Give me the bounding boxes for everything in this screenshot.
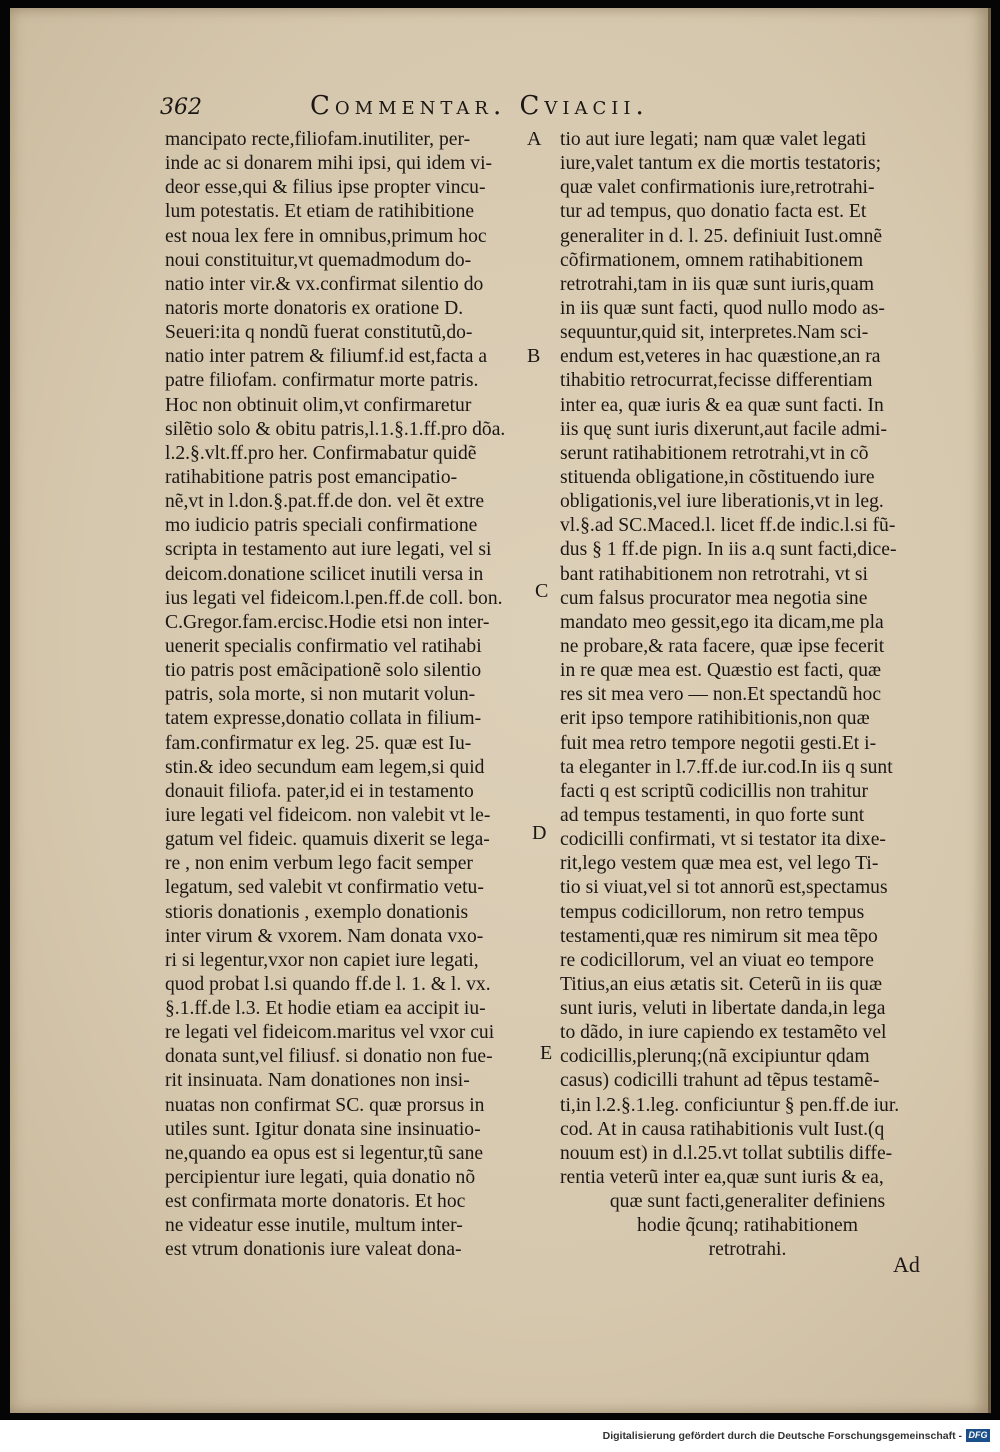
left-column-line: natoris morte donatoris ex oratione D. xyxy=(165,297,464,319)
left-column-line: silẽtio solo & obitu patris,l.1.§.1.ff.pro dõa. xyxy=(165,418,506,440)
left-column-line: natio inter vir.& vx.confirmat silentio do xyxy=(165,273,484,295)
right-column-line: ad tempus testamenti, in quo forte sunt xyxy=(560,804,865,826)
footer-bar xyxy=(0,1420,1000,1452)
right-column-line: sunt iuris, veluti in libertate danda,in lega xyxy=(560,998,886,1020)
right-column-line: tio aut iure legati; nam quæ valet legati xyxy=(560,129,867,150)
right-column-line: quæ sunt facti,generaliter definiens xyxy=(609,1191,886,1213)
right-column-line: re codicillorum, vel an viuat eo tempore xyxy=(560,949,874,971)
right-column-line: facti q est scriptũ codicillis non trahitur xyxy=(560,780,868,802)
right-column-line: mandato meo gessit,ego ita dicam,me pla xyxy=(560,611,884,633)
right-column-line: in iis quæ sunt facti, quod nullo modo as- xyxy=(560,297,885,319)
page-header xyxy=(160,91,920,125)
catchword: Ad xyxy=(893,1252,920,1277)
right-column-line: tur ad tempus, quo donatio facta est. Et xyxy=(560,201,867,223)
left-column-line: legatum, sed valebit vt confirmatio vetu- xyxy=(165,877,484,899)
right-column-line: fuit mea retro tempore negotii gesti.Et i- xyxy=(560,732,877,754)
right-column-line: retrotrahi. xyxy=(708,1239,787,1261)
left-column-line: patre filiofam. confirmatur morte patris. xyxy=(165,370,479,392)
right-column-line: ti,in l.2.§.1.leg. conficiuntur § pen.ff.de iur. xyxy=(560,1094,900,1116)
left-column-line: est vtrum donationis iure valeat dona- xyxy=(165,1239,462,1261)
right-column-line: in re quæ mea est. Quæstio est facti, quæ xyxy=(560,660,882,682)
left-column-line: donata sunt,vel filiusf. si donatio non fue- xyxy=(165,1046,493,1068)
right-column-line: to dãdo, in iure capiendo ex testamẽto vel xyxy=(560,1022,887,1044)
left-column-line: percipientur iure legati, quia donatio nõ xyxy=(165,1167,476,1189)
left-column-line: lum potestatis. Et etiam de ratihibitione xyxy=(165,201,475,223)
left-column-line: ius legati vel fideicom.l.pen.ff.de coll. bon. xyxy=(165,587,503,609)
left-column-line: nẽ,vt in l.don.§.pat.ff.de don. vel ẽt extre xyxy=(165,491,485,513)
left-column-line: inter virum & vxorem. Nam donata vxo- xyxy=(165,925,484,947)
left-column-line: utiles sunt. Igitur donata sine insinuatio- xyxy=(165,1118,481,1140)
left-column-line: stin.& ideo secundum eam legem,si quid xyxy=(165,756,485,778)
left-column-line: stioris donationis , exemplo donationis xyxy=(165,901,469,923)
right-column-line: endum est,veteres in hac quæstione,an ra xyxy=(560,346,881,368)
left-column-line: gatum vel fideic. quamuis dixerit se lega- xyxy=(165,829,490,851)
left-column-line: scripta in testamento aut iure legati, vel si xyxy=(165,539,492,561)
dfg-logo: DFG xyxy=(966,1429,990,1442)
left-column-line: nuatas non confirmat SC. quæ prorsus in xyxy=(165,1094,485,1116)
right-column-line: cod. At in causa ratihabitionis vult Iust.(q xyxy=(560,1118,885,1140)
left-column-line: inde ac si donarem mihi ipsi, qui idem vi- xyxy=(165,153,493,175)
right-column-line: res sit mea vero — non.Et spectandũ hoc xyxy=(560,684,882,706)
right-column-line: nouum est) in d.l.25.vt tollat subtilis diffe- xyxy=(560,1142,893,1164)
right-column-line: rentia veterũ inter ea,quæ sunt iuris & ea, xyxy=(560,1167,884,1189)
right-column-line: casus) codicilli trahunt ad tẽpus testamẽ- xyxy=(560,1070,880,1092)
left-column-line: ne videatur esse inutile, multum inter- xyxy=(165,1215,463,1237)
left-column-line: rit insinuata. Nam donationes non insi- xyxy=(165,1070,470,1092)
right-column-line: generaliter in d. l. 25. definiuit Iust.omnẽ xyxy=(560,225,883,247)
left-column-line: iure legati vel fideicom. non valebit vt le- xyxy=(165,804,491,826)
left-column-line: deor esse,qui & filius ipse propter vincu- xyxy=(165,177,486,199)
right-column-line: retrotrahi,tam in iis quæ sunt iuris,quam xyxy=(560,273,875,295)
right-column-line: sequuntur,quid sit, interpretes.Nam sci- xyxy=(560,322,869,344)
left-column-line: patris, sola morte, si non mutarit volun- xyxy=(165,684,476,706)
right-column-line: cõfirmationem, omnem ratihabitionem xyxy=(560,249,864,271)
right-column-line: stituenda obligatione,in cõstituendo iure xyxy=(560,466,875,488)
right-column-line: tihabitio retrocurrat,fecisse differentiam xyxy=(560,370,873,392)
right-column-line: inter ea, quæ iuris & ea quæ sunt facti. In xyxy=(560,394,884,416)
right-column-line: erit ipso tempore ratihibitionis,non quæ xyxy=(560,708,870,730)
right-column-line: codicilli confirmati, vt si testator ita dixe- xyxy=(560,829,886,851)
left-column-line: re legati vel fideicom.maritus vel vxor cui xyxy=(165,1022,495,1044)
right-column-line: tio si viuat,vel si tot annorũ est,spectamus xyxy=(560,877,888,899)
left-column-line: est noua lex fere in omnibus,primum hoc xyxy=(165,225,487,247)
right-column-line: tempus codicillorum, non retro tempus xyxy=(560,901,865,923)
left-column-line: donauit filiofa. pater,id ei in testamento xyxy=(165,780,474,802)
right-column-line: Titius,an eius ætatis sit. Ceterũ in iis quæ xyxy=(560,973,883,995)
margin-marker-c: C xyxy=(535,580,549,602)
left-text-column xyxy=(165,128,535,1263)
right-column-line: ta eleganter in l.7.ff.de iur.cod.In iis q sunt xyxy=(560,756,893,778)
left-column-line: tio patris post emãcipationẽ solo silentio xyxy=(165,660,482,682)
left-column-line: Seueri:ita q nondũ fuerat constitutũ,do- xyxy=(165,322,473,344)
footer-credit: Digitalisierung gefördert durch die Deutsche Forschungsgemeinschaft - xyxy=(602,1430,962,1442)
left-column-line: natio inter patrem & filiumf.id est,facta a xyxy=(165,346,488,368)
left-column-line: uenerit specialis confirmatio vel ratihabi xyxy=(165,635,482,657)
right-column-line: dus § 1 ff.de pign. In iis a.q sunt facti,dice- xyxy=(560,539,897,561)
left-column-line: tatem expresse,donatio collata in filium- xyxy=(165,708,482,730)
left-column-line: deicom.donatione scilicet inutili versa in xyxy=(165,563,484,585)
right-column-line: iure,valet tantum ex die mortis testatoris; xyxy=(560,153,882,175)
left-column-line: re , non enim verbum lego facit semper xyxy=(165,853,473,875)
left-column-line: noui constituitur,vt quemadmodum do- xyxy=(165,249,472,271)
right-column-line: rit,lego vestem quæ mea est, vel lego Ti- xyxy=(560,853,879,875)
left-column-line: l.2.§.vlt.ff.pro her. Confirmabatur quidẽ xyxy=(165,442,477,464)
left-column-line: mancipato recte,filiofam.inutiliter, per- xyxy=(165,129,471,150)
left-column-line: ne,quando ea opus est si legentur,tũ sane xyxy=(165,1142,484,1164)
page-number: 362 xyxy=(160,95,202,120)
right-text-column xyxy=(560,128,935,1263)
running-title: Commentar. Cviacii. xyxy=(310,91,649,121)
left-column-line: est confirmata morte donatoris. Et hoc xyxy=(165,1191,466,1213)
right-column-line: codicillis,plerunq;(nã excipiuntur qdam xyxy=(560,1046,870,1068)
margin-marker-a: A xyxy=(527,128,542,150)
left-column-line: Hoc non obtinuit olim,vt confirmaretur xyxy=(165,394,472,416)
right-column-line: hodie q̃cunq; ratihabitionem xyxy=(637,1215,858,1237)
right-column-line: cum falsus procurator mea negotia sine xyxy=(560,587,868,609)
left-column-line: ratihabitione patris post emancipatio- xyxy=(165,466,458,488)
left-column-line: fam.confirmatur ex leg. 25. quæ est Iu- xyxy=(165,732,472,754)
margin-marker-b: B xyxy=(527,345,541,367)
left-column-line: §.1.ff.de l.3. Et hodie etiam ea accipit iu- xyxy=(165,998,486,1020)
left-column-line: quod probat l.si quando ff.de l. 1. & l. vx. xyxy=(165,973,491,995)
margin-marker-e: E xyxy=(540,1042,553,1064)
right-column-line: serunt ratihabitionem retrotrahi,vt in cõ xyxy=(560,442,869,464)
right-column-line: vl.§.ad SC.Maced.l. licet ff.de indic.l.si fũ- xyxy=(560,515,896,537)
left-column-line: ri si legentur,vxor non capiet iure legati, xyxy=(165,949,479,971)
margin-marker-d: D xyxy=(532,822,547,844)
right-column-line: obligationis,vel iure liberationis,vt in leg. xyxy=(560,491,884,513)
left-column-line: C.Gregor.fam.ercisc.Hodie etsi non inter- xyxy=(165,611,490,633)
right-column-line: testamenti,quæ res nimirum sit mea tẽpo xyxy=(560,925,878,947)
right-column-line: iis quę sunt iuris dixerunt,aut facile admi- xyxy=(560,418,888,440)
right-column-line: quæ valet confirmationis iure,retrotrahi- xyxy=(560,177,875,199)
left-column-line: mo iudicio patris speciali confirmatione xyxy=(165,515,478,537)
right-column-line: ne probare,& rata facere, quæ ipse fecerit xyxy=(560,635,885,657)
right-column-line: bant ratihabitionem non retrotrahi, vt si xyxy=(560,563,868,585)
